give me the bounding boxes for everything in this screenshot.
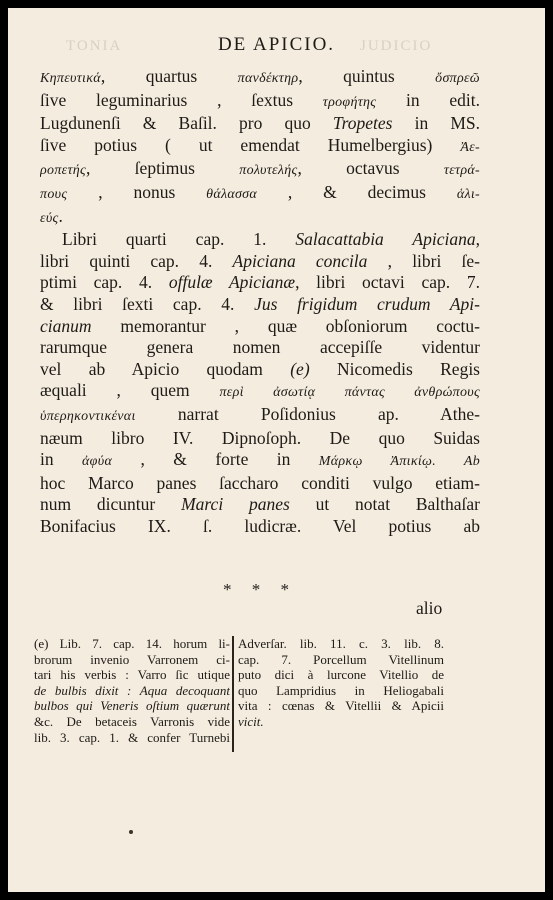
body-line: Libri quarti cap. 1. Salacattabia Apiciana,: [62, 229, 480, 250]
ink-speck: [129, 830, 133, 834]
body-line: vel ab Apicio quodam (e) Nicomedis Regis: [40, 358, 480, 379]
footnote-line: (e) Lib. 7. cap. 14. horum li-: [34, 636, 230, 651]
body-line: ptimi cap. 4. offulæ Apicianæ, libri octavi cap. 7.: [40, 272, 480, 293]
footnote-line: vita : cœnas & Vitellii & Apicii: [238, 698, 444, 714]
running-head: DE APICIO.: [217, 34, 336, 55]
footnote-line: cap. 7. Porcellum Vitellinum: [238, 651, 444, 667]
book-page: [8, 8, 545, 892]
body-line: Lugdunenſi & Baſil. pro quo Tropetes in MS.: [40, 113, 480, 134]
catchword: alio: [416, 598, 443, 618]
body-line: πους , nonus θάλασσα , & decimus ἁλι-: [40, 181, 480, 202]
footnote-column-rule: [232, 636, 234, 752]
body-text: [40, 66, 480, 537]
body-line: næum libro IV. Dipnoſoph. De quo Suidas: [40, 427, 480, 448]
body-line: ſive leguminarius , ſextus τροφήτης in edit.: [40, 89, 480, 110]
show-through-text-left: TONIA: [66, 38, 123, 54]
body-line: num dicuntur Marci panes ut notat Balthaſar: [40, 494, 480, 515]
body-line: rarumque genera nomen accepiſſe videntur: [40, 337, 480, 358]
body-line: libri quinti cap. 4. Apiciana concila , libri ſe-: [40, 250, 480, 271]
body-line: æquali , quem περὶ ἀσωτίᾳ πάντας ἀνθρώπους: [40, 380, 480, 401]
footnote-line: de bulbis dixit : Aqua decoquant: [34, 682, 230, 698]
footnote-line: quo Lampridius in Heliogabali: [238, 682, 444, 698]
footnote-line: lib. 3. cap. 1. & confer Turnebi: [34, 729, 230, 745]
footnote-line: bulbos qui Veneris oſtium quærunt: [34, 698, 230, 714]
body-line: ροπετής, ſeptimus πολυτελής, octavus τετρά-: [40, 158, 480, 179]
body-line: cianum memorantur , quæ obſoniorum coctu-: [40, 315, 480, 336]
footnote-line: tari his verbis : Varro ſic utique: [34, 667, 230, 683]
body-line: εύς.: [40, 205, 63, 226]
body-line: Bonifacius IX. ſ. ludicræ. Vel potius ab: [40, 515, 480, 536]
footnote-line: &c. De betaceis Varronis vide: [34, 713, 230, 729]
footnote-line: puto dici à lurcone Vitellio de: [238, 667, 444, 683]
body-line: in ἀφύα , & forte in Μάρκῳ Ἀπικίῳ. Ab: [40, 449, 480, 470]
footnote-line: Adverſar. lib. 11. c. 3. lib. 8.: [238, 636, 444, 651]
footnote-column-right: [238, 636, 444, 730]
body-line: ſive potius ( ut emendat Humelbergius) Ἀε-: [40, 134, 480, 155]
footnote-line: brorum invenio Varronem ci-: [34, 651, 230, 667]
body-line: & libri ſexti cap. 4. Jus frigidum crudum Api-: [40, 293, 480, 314]
show-through-text-right: JUDICIO: [360, 38, 433, 54]
body-line: hoc Marco panes ſaccharo conditi vulgo etiam-: [40, 472, 480, 493]
footnote-line: vicit.: [238, 713, 264, 729]
body-line: Κηπευτικά, quartus πανδέκτηρ, quintus ὄσπρεῶ: [40, 66, 480, 86]
footnote-column-left: [34, 636, 230, 745]
body-line: ὑπερηκοντικέναι narrat Poſidonius ap. Athe-: [40, 403, 480, 424]
ornament-stars: * * *: [223, 580, 297, 599]
